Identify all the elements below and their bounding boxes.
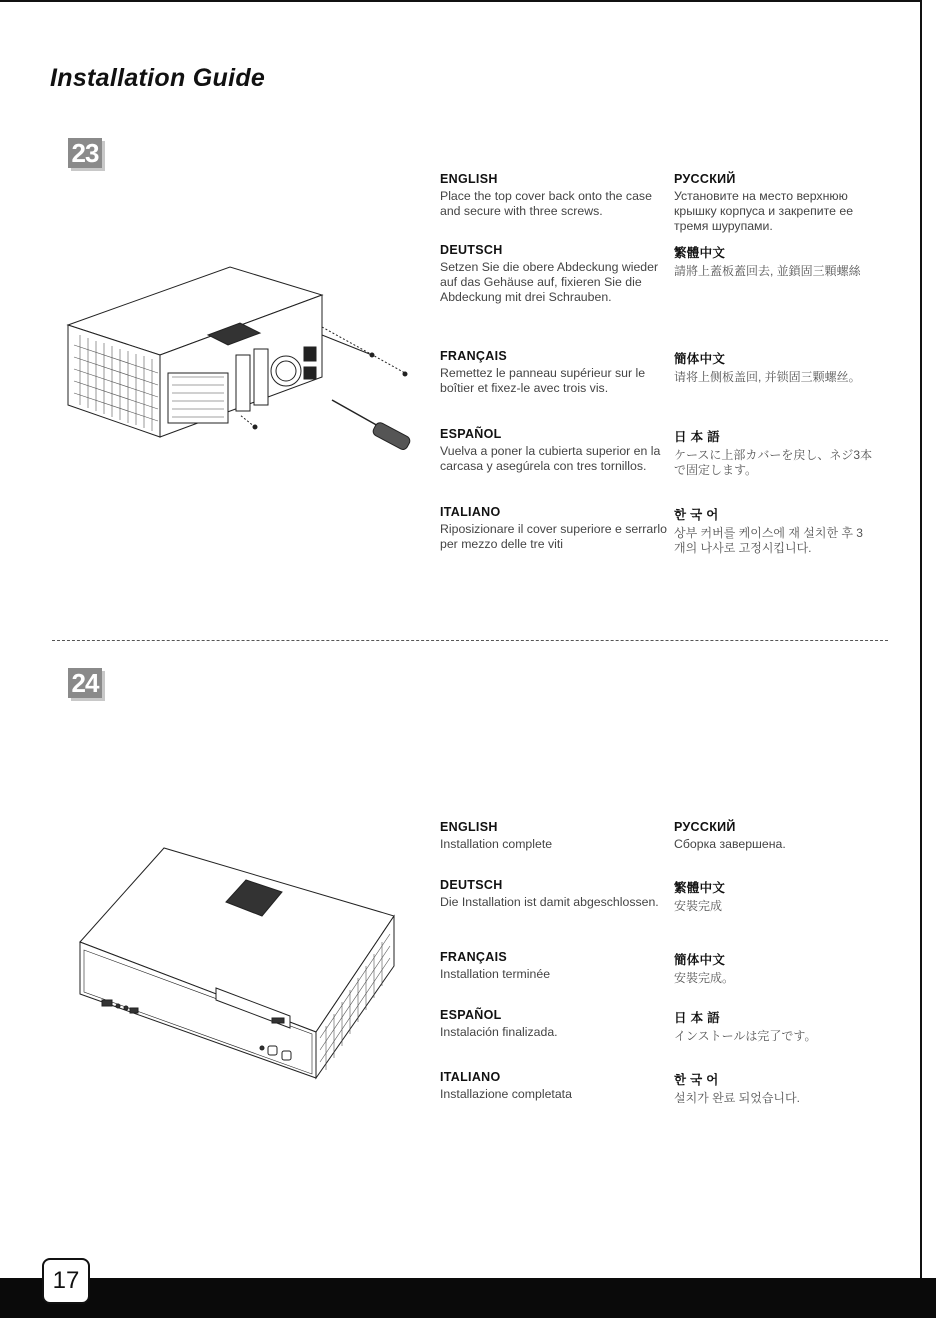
language-heading: ITALIANO bbox=[440, 1070, 501, 1084]
step-23-japanese bbox=[674, 427, 874, 478]
language-heading: ENGLISH bbox=[440, 820, 498, 834]
footer-bar bbox=[0, 1278, 936, 1318]
language-heading: 簡体中文 bbox=[674, 352, 726, 366]
language-text: Сборка завершена. bbox=[674, 837, 786, 851]
language-heading: FRANÇAIS bbox=[440, 950, 507, 964]
step-24-italian bbox=[440, 1070, 672, 1102]
language-text: ケースに上部カバーを戻し、ネジ3本で固定します。 bbox=[674, 448, 873, 477]
language-text: Vuelva a poner la cubierta superior en la carcasa y asegúrela con tres tornillos. bbox=[440, 444, 661, 473]
language-heading: DEUTSCH bbox=[440, 243, 503, 257]
language-text: Setzen Sie die obere Abdeckung wieder auf das Gehäuse auf, fixieren Sie die Abdeckung mit drei Schrauben. bbox=[440, 260, 659, 304]
language-heading: ESPAÑOL bbox=[440, 427, 502, 441]
language-text: Installazione completata bbox=[440, 1087, 572, 1101]
language-text: 安裝完成。 bbox=[674, 971, 735, 985]
language-heading: РУССКИЙ bbox=[674, 820, 736, 834]
case-front-illustration bbox=[76, 842, 396, 1082]
step-24-french bbox=[440, 950, 672, 982]
page-number: 17 bbox=[42, 1258, 90, 1304]
language-heading: 簡体中文 bbox=[674, 953, 726, 967]
language-text: インストールは完了です。 bbox=[674, 1029, 817, 1043]
step-24-german bbox=[440, 878, 672, 910]
language-text: Installation terminée bbox=[440, 967, 551, 981]
step-24-badge: 24 bbox=[68, 668, 102, 698]
language-heading: 한 국 어 bbox=[674, 508, 719, 522]
language-text: Riposizionare il cover superiore e serrarlo per mezzo delle tre viti bbox=[440, 522, 667, 551]
language-heading: 日 本 語 bbox=[674, 430, 720, 444]
page-title: Installation Guide bbox=[50, 64, 266, 92]
step-23-english bbox=[440, 172, 672, 219]
step-24-japanese bbox=[674, 1008, 874, 1044]
step-24-english bbox=[440, 820, 672, 852]
language-heading: РУССКИЙ bbox=[674, 172, 736, 186]
step-23-traditional-chinese bbox=[674, 243, 874, 279]
language-heading: FRANÇAIS bbox=[440, 349, 507, 363]
language-text: Установите на место верхнюю крышку корпуса и закрепите ее тремя шурупами. bbox=[674, 189, 854, 233]
language-text: 상부 커버를 케이스에 재 설치한 후 3개의 나사로 고정시킵니다. bbox=[674, 526, 863, 555]
language-text: Installation complete bbox=[440, 837, 553, 851]
step-24-korean bbox=[674, 1070, 874, 1106]
step-23-italian bbox=[440, 505, 672, 552]
language-heading: 繁體中文 bbox=[674, 246, 726, 260]
language-text: 安裝完成 bbox=[674, 899, 723, 913]
step-23-spanish bbox=[440, 427, 672, 474]
language-text: 請將上蓋板蓋回去, 並鎖固三顆螺絲 bbox=[674, 264, 861, 278]
step-23-badge: 23 bbox=[68, 138, 102, 168]
step-24-russian bbox=[674, 820, 874, 852]
language-heading: 한 국 어 bbox=[674, 1073, 719, 1087]
step-23-french bbox=[440, 349, 672, 396]
case-rear-screws-illustration bbox=[60, 255, 420, 450]
section-divider bbox=[52, 640, 888, 641]
language-text: 설치가 완료 되었습니다. bbox=[674, 1091, 800, 1105]
language-heading: DEUTSCH bbox=[440, 878, 503, 892]
language-heading: ITALIANO bbox=[440, 505, 501, 519]
language-text: Die Installation ist damit abgeschlossen. bbox=[440, 895, 659, 909]
language-text: Instalación finalizada. bbox=[440, 1025, 558, 1039]
step-23-russian bbox=[674, 172, 874, 234]
language-heading: ESPAÑOL bbox=[440, 1008, 502, 1022]
language-text: Remettez le panneau supérieur sur le boîtier et fixez-le avec trois vis. bbox=[440, 366, 646, 395]
language-heading: ENGLISH bbox=[440, 172, 498, 186]
step-23-german bbox=[440, 243, 672, 305]
language-heading: 繁體中文 bbox=[674, 881, 726, 895]
language-text: Place the top cover back onto the case and secure with three screws. bbox=[440, 189, 652, 218]
language-heading: 日 本 語 bbox=[674, 1011, 720, 1025]
language-text: 请将上侧板盖回, 并锁固三颗螺丝。 bbox=[674, 370, 861, 384]
step-24-simplified-chinese bbox=[674, 950, 874, 986]
step-24-spanish bbox=[440, 1008, 672, 1040]
step-24-traditional-chinese bbox=[674, 878, 874, 914]
step-23-korean bbox=[674, 505, 874, 556]
step-23-simplified-chinese bbox=[674, 349, 874, 385]
